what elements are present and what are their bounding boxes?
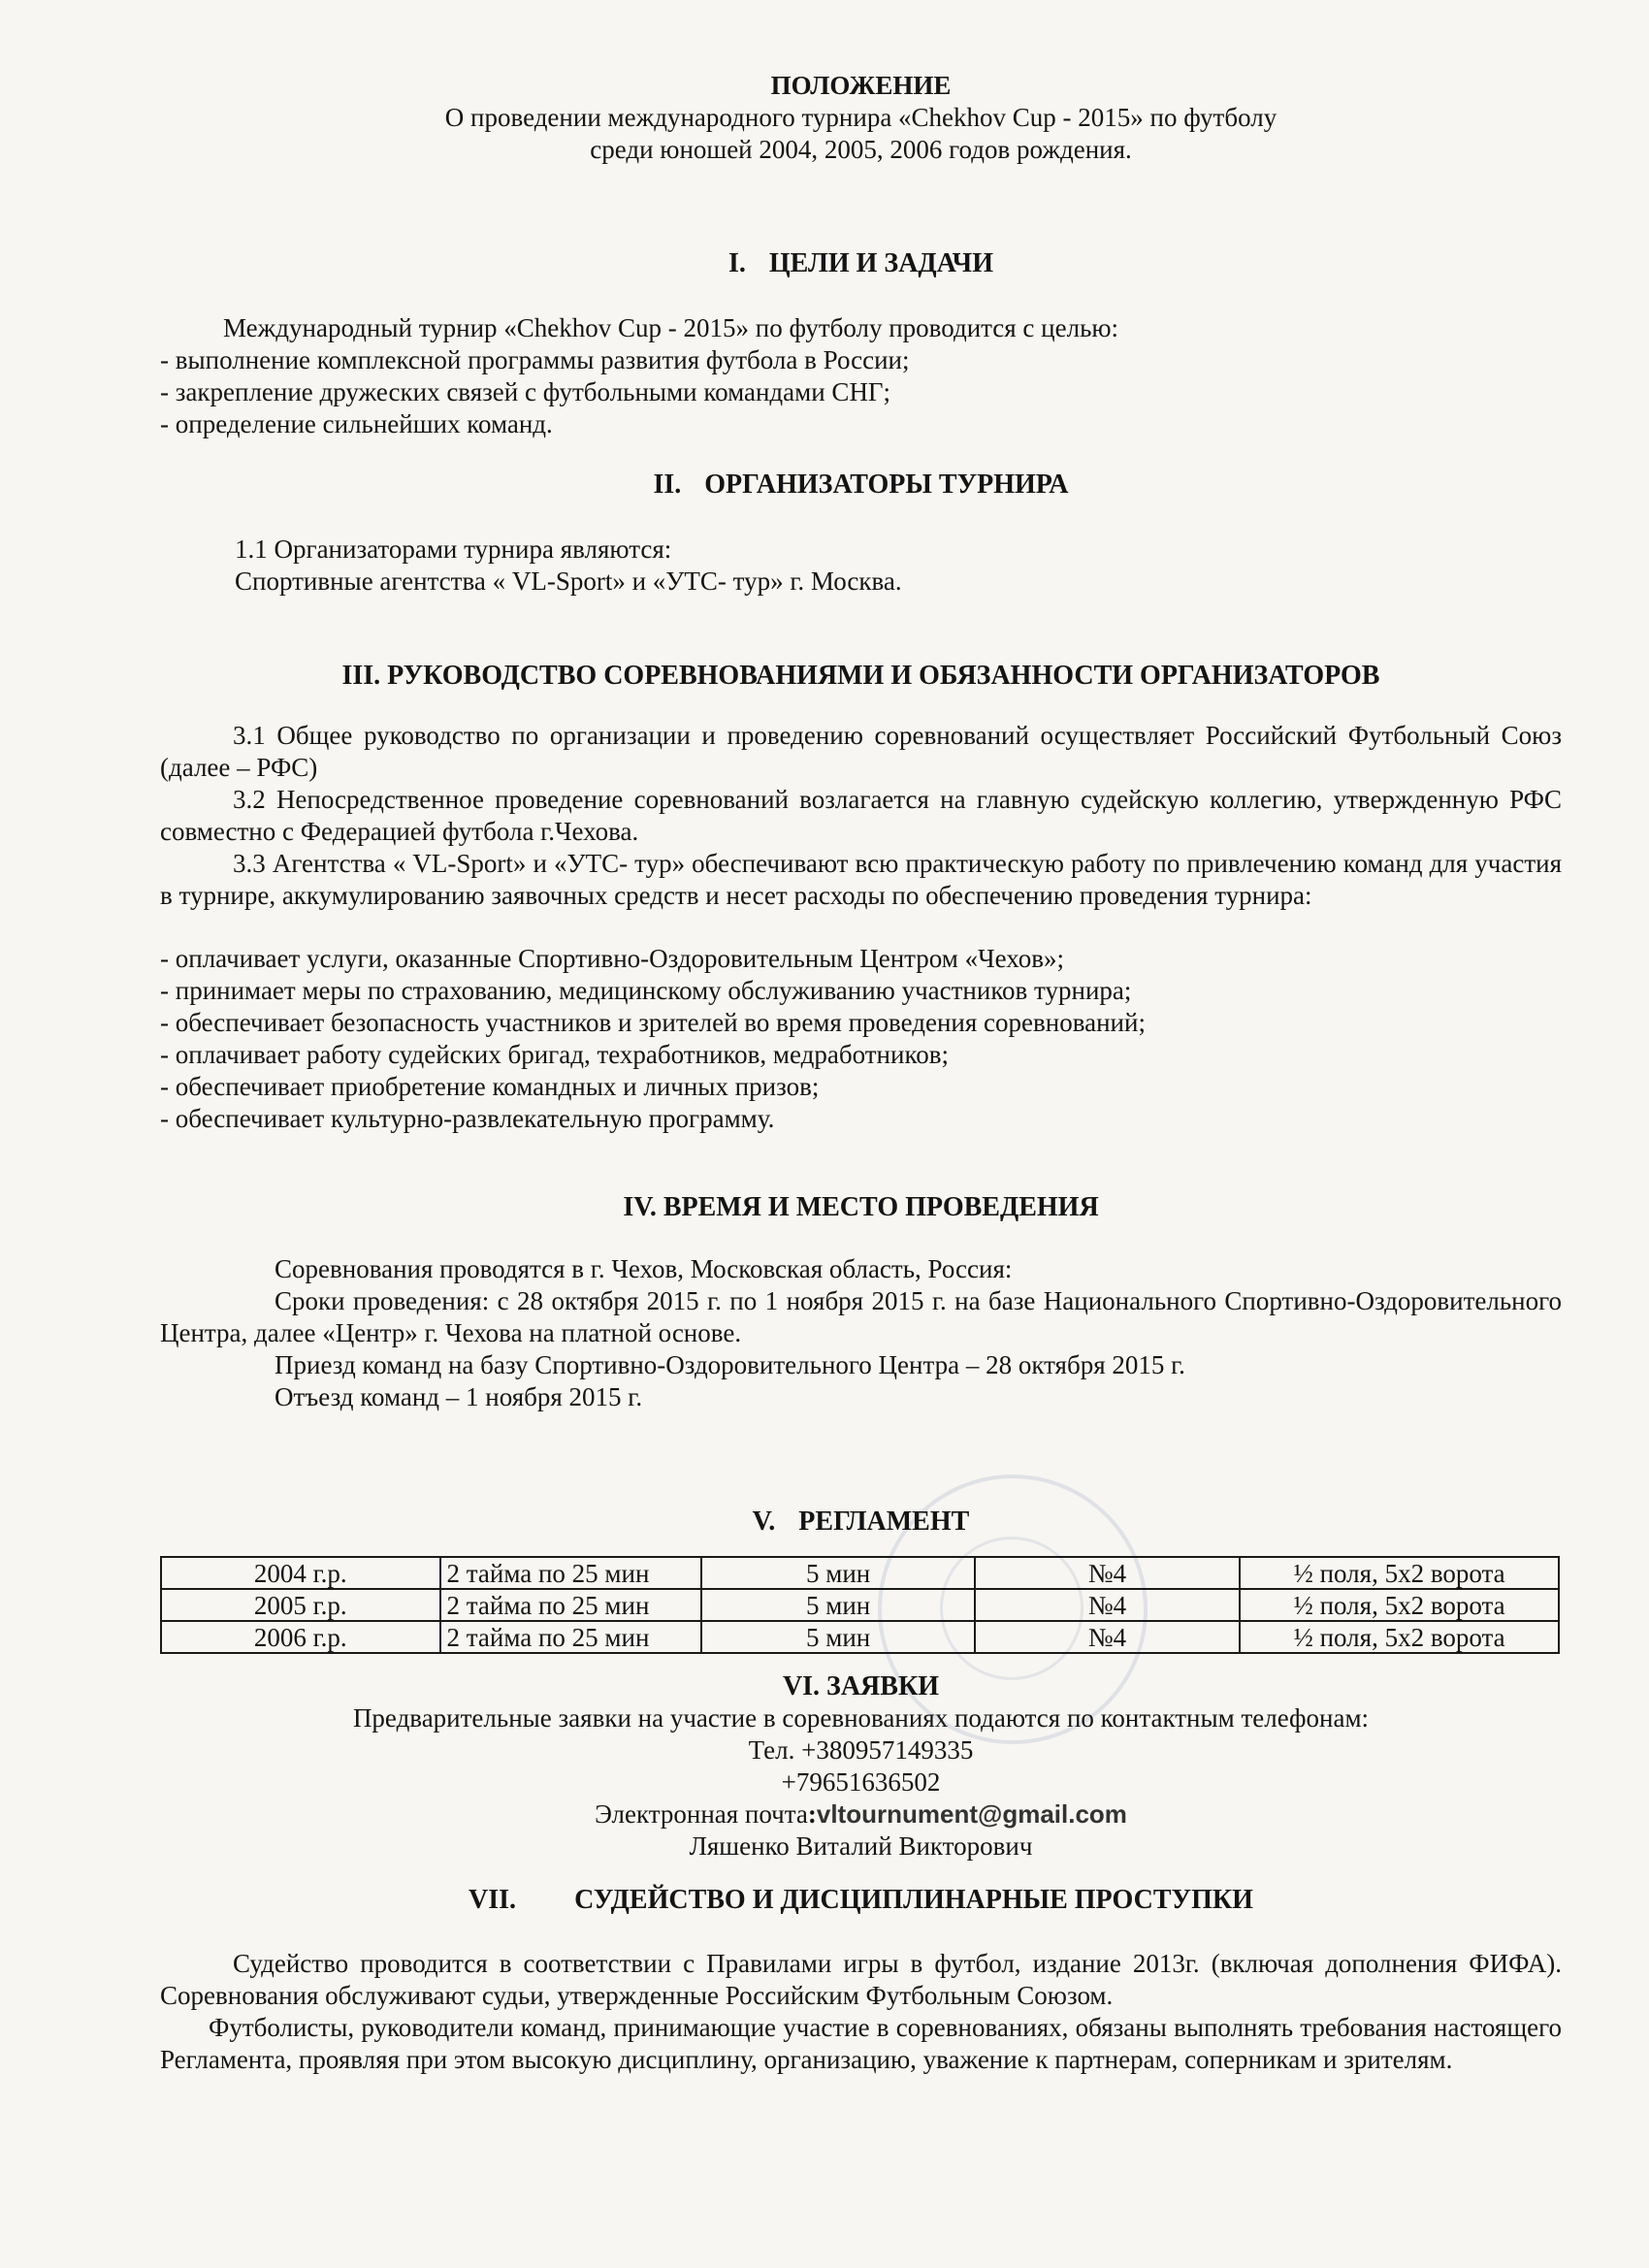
- table-cell: 5 мин: [701, 1589, 974, 1621]
- table-cell: 5 мин: [701, 1621, 974, 1653]
- section-4-p3: Приезд команд на базу Спортивно-Оздоровительного Центра – 28 октября 2015 г.: [275, 1350, 1185, 1379]
- table-cell: ½ поля, 5х2 ворота: [1240, 1557, 1559, 1589]
- table-cell: 2006 г.р.: [161, 1621, 440, 1653]
- table-row: [161, 1557, 1559, 1589]
- section-4-heading: IV. ВРЕМЯ И МЕСТО ПРОВЕДЕНИЯ: [623, 1192, 1099, 1222]
- section-2-body: [160, 534, 1562, 598]
- regulation-table: [160, 1556, 1560, 1654]
- table-cell: 2 тайма по 25 мин: [440, 1589, 702, 1621]
- table-cell: №4: [975, 1589, 1240, 1621]
- section-7-body: [160, 1948, 1562, 2076]
- email-address[interactable]: vltournument@gmail.com: [816, 1799, 1127, 1829]
- email-colon: :: [807, 1799, 817, 1829]
- title-line-1: О проведении международного турнира «Chekhov Cup - 2015» по футболу: [444, 103, 1277, 132]
- section-5-heading: V. РЕГЛАМЕНТ: [752, 1507, 970, 1537]
- section-7-p2: Футболисты, руководители команд, принимающие участие в соревнованиях, обязаны выполнять требования настоящего Регламента, проявляя при этом высокую дисциплину, организацию, уважение к партнерам, соперникам и зрителям.: [160, 2013, 1562, 2074]
- email-label: Электронная почта: [595, 1799, 808, 1829]
- section-3-item: - принимает меры по страхованию, медицинскому обслуживанию участников турнира;: [160, 976, 1132, 1005]
- section-7-p1: Судейство проводится в соответствии с Правилами игры в футбол, издание 2013г. (включая дополнения ФИФА). Соревнования обслуживают судьи, утвержденные Российским Футбольным Союзом.: [160, 1949, 1562, 2010]
- title-line-2: среди юношей 2004, 2005, 2006 годов рождения.: [590, 135, 1132, 164]
- table-cell: 2 тайма по 25 мин: [440, 1557, 702, 1589]
- section-3-p3: 3.3 Агентства « VL-Sport» и «УТС- тур» обеспечивают всю практическую работу по привлечению команд для участия в турнире, аккумулированию заявочных средств и несет расходы по обеспечению проведения турнира:: [160, 849, 1562, 910]
- section-1-intro: Международный турнир «Chekhov Cup - 2015» по футболу проводится с целью:: [223, 313, 1119, 342]
- section-6-p1: Предварительные заявки на участие в соревнованиях подаются по контактным телефонам:: [352, 1703, 1370, 1733]
- section-3-list: [160, 943, 1562, 1135]
- section-4-body: [160, 1253, 1562, 1413]
- document-title: [160, 70, 1562, 166]
- table-cell: ½ поля, 5х2 ворота: [1240, 1589, 1559, 1621]
- section-3-item: - обеспечивает культурно-развлекательную программу.: [160, 1104, 775, 1133]
- table-cell: ½ поля, 5х2 ворота: [1240, 1621, 1559, 1653]
- phone-1: Тел. +380957149335: [748, 1735, 974, 1765]
- table-cell: 2005 г.р.: [161, 1589, 440, 1621]
- table-cell: 2 тайма по 25 мин: [440, 1621, 702, 1653]
- section-1-item: - определение сильнейших команд.: [160, 409, 553, 438]
- section-3-item: - оплачивает работу судейских бригад, техработников, медработников;: [160, 1040, 949, 1069]
- table-cell: №4: [975, 1557, 1240, 1589]
- section-2-p1: 1.1 Организаторами турнира являются:: [235, 535, 672, 564]
- table-cell: 2004 г.р.: [161, 1557, 440, 1589]
- section-3-body: [160, 720, 1562, 912]
- table-cell: №4: [975, 1621, 1240, 1653]
- section-1-item: - закрепление дружеских связей с футбольными командами СНГ;: [160, 377, 891, 406]
- title-heading: ПОЛОЖЕНИЕ: [770, 71, 952, 100]
- section-1-heading: I. ЦЕЛИ И ЗАДАЧИ: [728, 248, 993, 278]
- section-6: [160, 1670, 1562, 1863]
- section-1-item: - выполнение комплексной программы развития футбола в России;: [160, 345, 910, 374]
- section-4-p2: Сроки проведения: с 28 октября 2015 г. по 1 ноября 2015 г. на базе Национального Спортивно-Оздоровительного Центра, далее «Центр» г. Чехова на платной основе.: [160, 1286, 1562, 1347]
- contact-person: Ляшенко Виталий Викторович: [689, 1831, 1033, 1861]
- section-4-p4: Отъезд команд – 1 ноября 2015 г.: [275, 1382, 643, 1411]
- section-3-item: - оплачивает услуги, оказанные Спортивно-Оздоровительным Центром «Чехов»;: [160, 944, 1065, 973]
- section-3-item: - обеспечивает приобретение командных и личных призов;: [160, 1072, 820, 1101]
- section-1-body: [160, 312, 1562, 440]
- section-3-heading: III. РУКОВОДСТВО СОРЕВНОВАНИЯМИ И ОБЯЗАННОСТИ ОРГАНИЗАТОРОВ: [341, 661, 1380, 691]
- section-7-heading: VII. СУДЕЙСТВО И ДИСЦИПЛИНАРНЫЕ ПРОСТУПКИ: [469, 1885, 1253, 1915]
- table-cell: 5 мин: [701, 1557, 974, 1589]
- phone-2: +79651636502: [781, 1767, 941, 1797]
- email-line: [160, 1798, 1562, 1831]
- section-2-p2: Спортивные агентства « VL-Sport» и «УТС- тур» г. Москва.: [235, 567, 902, 596]
- table-row: [161, 1621, 1559, 1653]
- section-3-p2: 3.2 Непосредственное проведение соревнований возлагается на главную судейскую коллегию, утвержденную РФС совместно с Федерацией футбола г.Чехова.: [160, 785, 1562, 846]
- table-row: [161, 1589, 1559, 1621]
- section-2-heading: II. ОРГАНИЗАТОРЫ ТУРНИРА: [653, 470, 1069, 500]
- section-3-item: - обеспечивает безопасность участников и зрителей во время проведения соревнований;: [160, 1008, 1146, 1037]
- section-3-p1: 3.1 Общее руководство по организации и проведению соревнований осуществляет Российский Футбольный Союз (далее – РФС): [160, 721, 1562, 782]
- section-4-p1: Соревнования проводятся в г. Чехов, Московская область, Россия:: [275, 1254, 1013, 1283]
- section-6-heading: VI. ЗАЯВКИ: [782, 1671, 940, 1701]
